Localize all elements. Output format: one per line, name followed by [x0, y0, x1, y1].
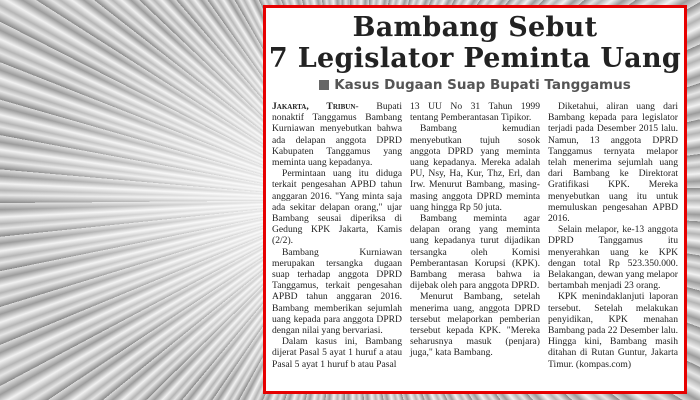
paragraph	[272, 247, 402, 337]
paragraph-text: Bambang Kurniawan merupakan tersangka dugaan suap terhadap anggota DPRD Tanggamus, terkait pengesahan APBD tahun anggaran 2016. Bambang memberikan sejumlah uang kepada para anggota DPRD dengan nilai yang bervariasi.	[272, 246, 402, 337]
headline	[266, 12, 684, 74]
headline-line-1: Bambang Sebut	[352, 12, 598, 43]
paragraph-text: Permintaan uang itu diduga terkait pengesahan APBD tahun anggaran 2016. "Yang minta saja ada sekitar delapan orang," ujar Bambang seusai diperiksa di Gedung KPK Jakarta, Kamis (2/2).	[272, 168, 402, 247]
news-clipping	[263, 5, 687, 394]
paragraph	[410, 123, 540, 213]
column-1	[272, 101, 402, 387]
paragraph	[548, 101, 678, 224]
dateline: Jakarta, Tribun	[272, 101, 356, 112]
paragraph-text: - Bupati nonaktif Tanggamus Bambang Kurniawan menyebutkan bahwa ada delapan anggota DPRD Kabupaten Tanggamus yang meminta uang kepadanya.	[272, 101, 402, 169]
paragraph-text: KPK menindaklanjuti laporan tersebut. Setelah melakukan penyidikan, KPK menahan Bambang pada 22 Desember lalu. Hingga kini, Bambang masih ditahan di Rutan Guntur, Jakarta Timur. (kompas.com)	[548, 291, 678, 370]
subheadline-text: Kasus Dugaan Suap Bupati Tanggamus	[334, 77, 631, 93]
paragraph-text: Bambang meminta agar delapan orang yang meminta uang kepadanya turut dijadikan tersangka oleh Komisi Pemberantasan Korupsi (KPK). Bambang merasa bahwa ia dijebak oleh para anggota DPRD.	[410, 213, 540, 292]
paragraph	[410, 291, 540, 358]
square-bullet-icon	[319, 80, 329, 90]
subheadline	[266, 77, 684, 93]
column-3	[548, 101, 678, 387]
paragraph	[410, 213, 540, 291]
headline-line-2: 7 Legislator Peminta Uang	[268, 43, 682, 74]
paragraph	[548, 291, 678, 369]
paragraph-text: Dalam kasus ini, Bambang dijerat Pasal 5 ayat 1 huruf a atau Pasal 5 ayat 1 huruf b atau Pasal	[272, 336, 402, 370]
paragraph-text: Diketahui, aliran uang dari Bambang kepada para legislator terjadi pada Desember 2015 lalu. Namun, 13 anggota DPRD Tanggamus ternyata melapor telah menerima sejumlah uang dari Bambang ke Direktorat Gratifikasi KPK. Mereka menyebutkan uang itu untuk memuluskan pengesahan APBD 2016.	[548, 101, 678, 225]
paragraph	[410, 101, 540, 123]
paragraph-text: 13 UU No 31 Tahun 1999 tentang Pemberantasan Tipikor.	[410, 101, 540, 124]
paragraph	[272, 336, 402, 370]
paragraph	[272, 101, 402, 168]
paragraph	[548, 224, 678, 291]
paragraph	[272, 168, 402, 246]
paragraph-text: Menurut Bambang, setelah menerima uang, anggota DPRD tersebut melaporkan pemberian tersebut kepada KPK. "Mereka seharusnya masuk (penjara) juga," kata Bambang.	[410, 291, 540, 359]
paragraph-text: Selain melapor, ke-13 anggota DPRD Tanggamus itu menyerahkan uang ke KPK dengan total Rp 523.350.000. Belakangan, dewan yang melapor bertambah menjadi 23 orang.	[548, 224, 678, 292]
article-body	[272, 101, 678, 387]
paragraph-text: Bambang kemudian menyebutkan tujuh sosok anggota DPRD yang meminta uang kepadanya. Mereka adalah PU, Nsy, Ha, Kur, Thz, Erl, dan Irw. Menurut Bambang, masing-masing anggota DPRD meminta uang hingga Rp 50 juta.	[410, 123, 540, 213]
column-2	[410, 101, 540, 387]
